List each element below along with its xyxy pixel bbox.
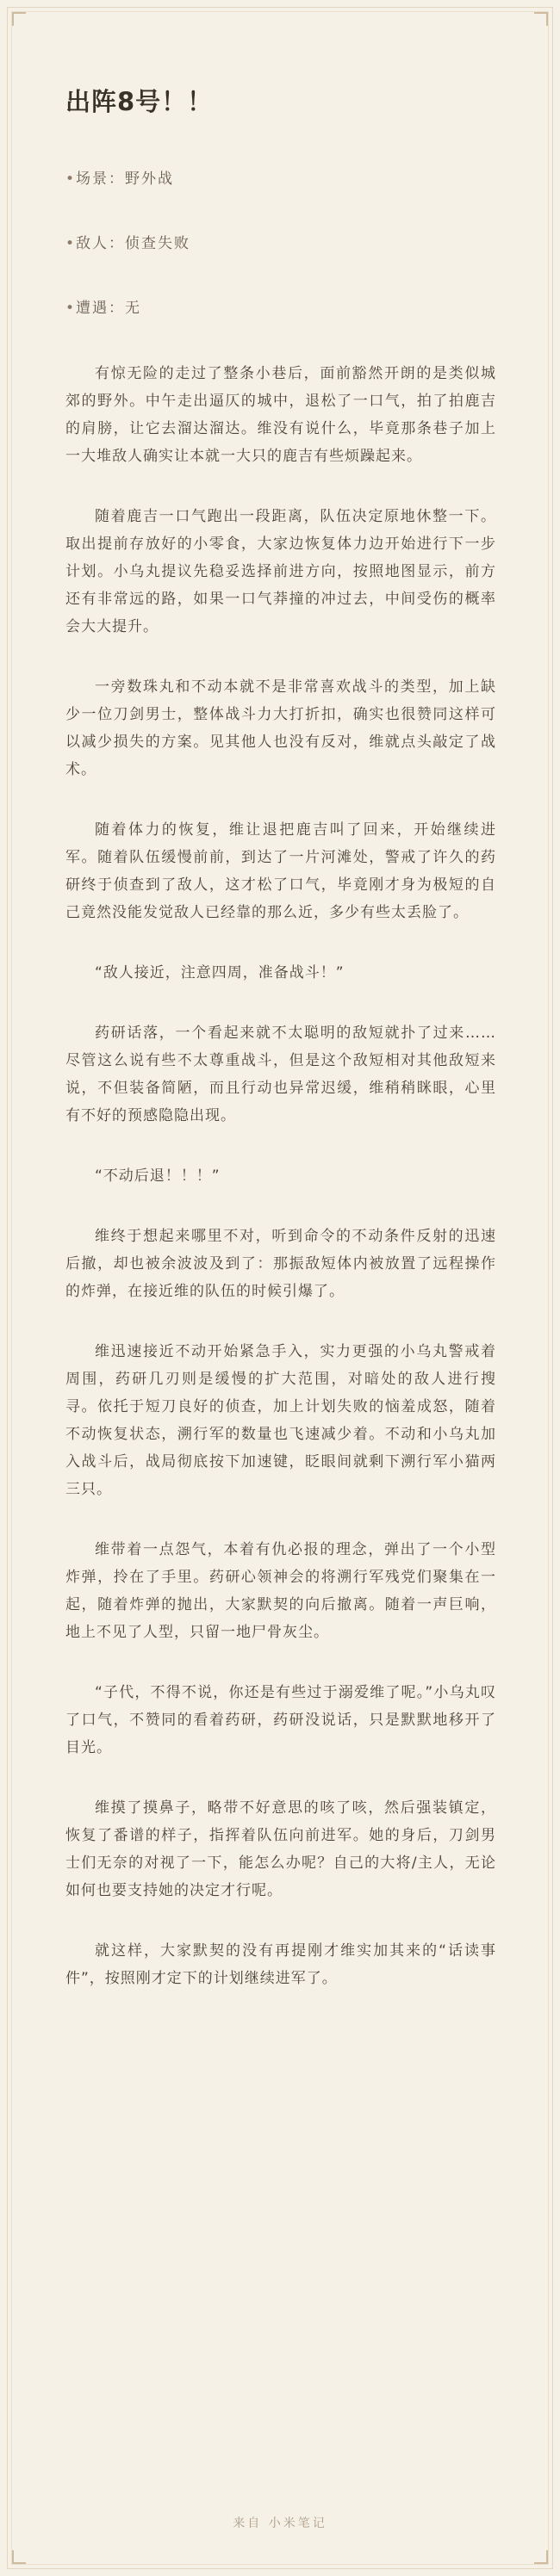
corner-ornament-top-left — [12, 12, 26, 26]
meta-encounter-value: 无 — [125, 300, 142, 317]
paragraph: 维带着一点怨气，本着有仇必报的理念，弹出了一个小型炸弹，拎在了手里。药研心领神会的将溯行军残党们聚集在一起，随着炸弹的抛出，大家默契的向后撤离。随着一声巨响，地上不见了人型，只留一地尸骨灰尘。 — [65, 1541, 496, 1641]
corner-ornament-bottom-left — [12, 2550, 26, 2564]
paragraph: 有惊无险的走过了整条小巷后，面前豁然开朗的是类似城郊的野外。中午走出逼仄的城中，退松了一口气，拍了拍鹿吉的肩膀，让它去溜达溜达。维没有说什么，毕竟那条巷子加上一大堆敌人确实让本就一大只的鹿吉有些烦躁起来。 — [65, 365, 496, 465]
note-content — [65, 83, 496, 2025]
corner-ornament-top-right — [534, 12, 548, 26]
meta-scene-label: 场景： — [76, 170, 126, 188]
dialogue-line: “敌人接近，注意四周，准备战斗！” — [95, 964, 345, 981]
dialogue-paragraph: “子代，不得不说，你还是有些过于溺爱维了呢。”小乌丸叹了口气，不赞同的看着药研，药研没说话，只是默默地移开了目光。 — [65, 1684, 496, 1756]
note-title: 出阵8号！！ — [65, 87, 214, 116]
paragraph: 随着体力的恢复，维让退把鹿吉叫了回来，开始继续进军。随着队伍缓慢前前，到达了一片河滩处，警戒了许久的药研终于侦查到了敌人，这才松了口气，毕竟刚才身为极短的自己竟然没能发觉敌人已经靠的那么近，多少有些太丢脸了。 — [65, 821, 496, 921]
bullet-dot: • — [65, 235, 77, 252]
corner-ornament-bottom-right — [534, 2550, 548, 2564]
paragraph: 一旁数珠丸和不动本就不是非常喜欢战斗的类型，加上缺少一位刀剑男士，整体战斗力大打折扣，确实也很赞同这样可以减少损失的方案。见其他人也没有反对，维就点头敲定了战术。 — [65, 678, 496, 778]
footer-source: 来自 小米笔记 — [233, 2517, 327, 2530]
paragraph: 随着鹿吉一口气跑出一段距离，队伍决定原地休整一下。取出提前存放好的小零食，大家边恢复体力边开始进行下一步计划。小乌丸提议先稳妥选择前进方向，按照地图显示，前方还有非常远的路，如果一口气莽撞的冲过去，中间受伤的概率会大大提升。 — [65, 508, 496, 635]
bullet-dot: • — [65, 300, 77, 317]
meta-enemy — [65, 231, 496, 252]
paragraph: 维终于想起来哪里不对，听到命令的不动条件反射的迅速后撤，却也被余波波及到了：那振敌短体内被放置了远程操作的炸弹，在接近维的队伍的时候引爆了。 — [65, 1228, 496, 1300]
paragraph: 就这样，大家默契的没有再提刚才维实加其来的“话读事件”，按照刚才定下的计划继续进军了。 — [65, 1942, 496, 1987]
meta-scene — [65, 166, 496, 188]
meta-scene-value: 野外战 — [125, 170, 175, 188]
meta-enemy-label: 敌人： — [76, 235, 126, 252]
meta-encounter — [65, 295, 496, 317]
paragraph: 维摸了摸鼻子，略带不好意思的咳了咳，然后强装镇定，恢复了番谱的样子，指挥着队伍向前进军。她的身后，刀剑男士们无奈的对视了一下，能怎么办呢？自己的大将/主人，无论如何也要支持她的决定才行呢。 — [65, 1799, 496, 1899]
bullet-dot: • — [65, 170, 77, 188]
meta-encounter-label: 遭遇： — [76, 300, 126, 317]
paragraph: 维迅速接近不动开始紧急手入，实力更强的小乌丸警戒着周围，药研几刃则是缓慢的扩大范围，对暗处的敌人进行搜寻。依托于短刀良好的侦查，加上计划失败的恼羞成怒，随着不动恢复状态，溯行军的数量也飞速减少着。不动和小乌丸加入战斗后，战局彻底按下加速键，眨眼间就剩下溯行军小猫两三只。 — [65, 1343, 496, 1498]
meta-enemy-value: 侦查失败 — [125, 235, 191, 252]
paragraph: 药研话落，一个看起来就不太聪明的敌短就扑了过来……尽管这么说有些不太尊重战斗，但是这个敌短相对其他敌短来说，不但装备简陋，而且行动也异常迟缓，维稍稍眯眼，心里有不好的预感隐隐出现。 — [65, 1025, 496, 1124]
dialogue-line: “不动后退！！！” — [95, 1167, 221, 1185]
